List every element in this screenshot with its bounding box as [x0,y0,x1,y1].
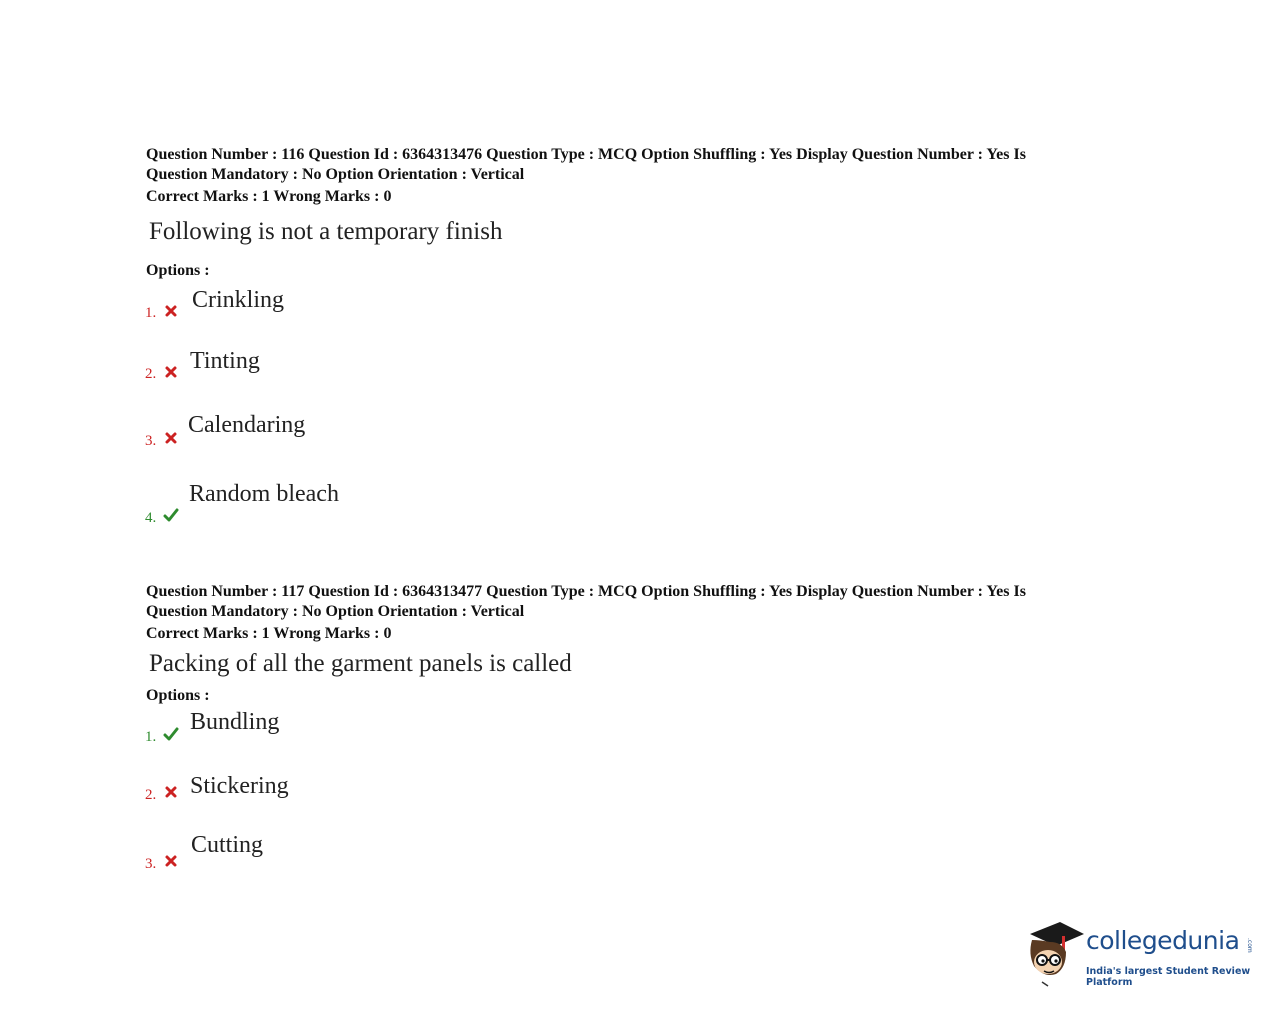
question-marks: Correct Marks : 1 Wrong Marks : 0 [146,625,392,642]
option-text: Tinting [190,348,260,374]
cross-icon [163,303,179,319]
option-number: 2. [145,787,157,803]
option-text: Crinkling [192,287,285,313]
option-text: Calendaring [188,412,306,438]
option-text: Random bleach [189,481,339,507]
options-label: Options : [146,262,210,279]
cross-icon [163,853,179,869]
check-icon [163,726,179,742]
cross-icon [163,364,179,380]
cross-icon [163,430,179,446]
check-icon [163,507,179,523]
question-meta [146,582,1136,622]
cross-icon [163,784,179,800]
question-meta [146,145,1136,185]
logo-tagline: India's largest Student Review Platform [1086,966,1251,988]
option-number: 1. [145,729,157,745]
option-text: Cutting [191,832,264,858]
logo-wordmark: collegedunia [1086,926,1240,955]
option-text: Bundling [190,709,280,735]
option-number: 3. [145,433,157,449]
mascot-icon [1022,916,1086,988]
logo-domain-suffix: .com [1246,938,1253,953]
option-text: Stickering [190,773,289,799]
question-marks: Correct Marks : 1 Wrong Marks : 0 [146,188,392,205]
collegedunia-logo [1022,916,1262,996]
option-number: 3. [145,856,157,872]
question-meta-line2: Question Mandatory : No Option Orientation : Vertical [146,166,525,183]
question-meta-line1: Question Number : 116 Question Id : 6364313476 Question Type : MCQ Option Shuffling : Yes Display Question Number : Yes Is [146,146,1026,163]
question-meta-line2: Question Mandatory : No Option Orientation : Vertical [146,603,525,620]
question-text: Packing of all the garment panels is called [149,650,572,677]
option-number: 4. [145,510,157,526]
option-number: 1. [145,305,157,321]
question-text: Following is not a temporary finish [149,218,503,245]
question-meta-line1: Question Number : 117 Question Id : 6364313477 Question Type : MCQ Option Shuffling : Yes Display Question Number : Yes Is [146,583,1026,600]
option-number: 2. [145,366,157,382]
options-label: Options : [146,687,210,704]
